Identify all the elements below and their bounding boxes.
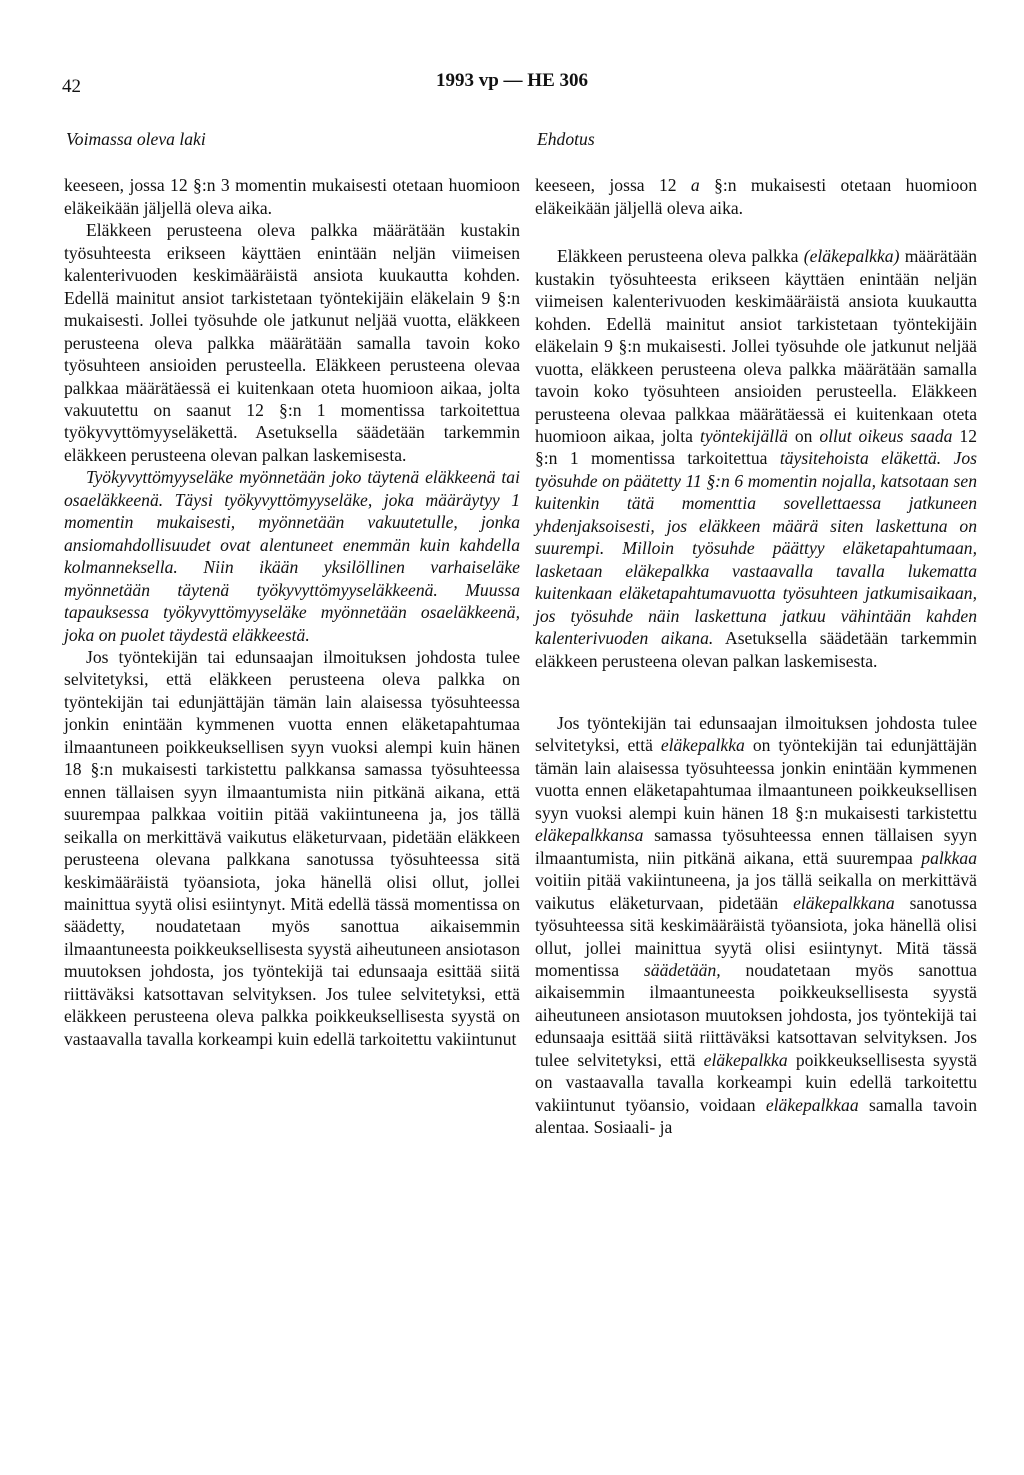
text: on työntekijän tai edunjättäjän tämän lain alaisessa työsuhteessa jonkin enintään kymmenen vuotta ennen eläketapahtumaa ilmaantuneen poikkeuksellisen syyn vuoksi alempi kuin hänen 18 §:n mukaisesti tarkistettu xyxy=(535,735,977,823)
left-column-current-law xyxy=(64,128,520,1050)
text: §:n mukaisesti otetaan huomioon eläkeikään jäljellä oleva aika. xyxy=(535,175,978,218)
text: noudatetaan myös sanottua aikaisemmin ilmaantuneesta poikkeuksellisesta syystä aiheutuneen ansiotason muutoksen johdosta, jos työntekijä tai edunsaaja esittää siitä riittäväksi katsottavan selvityksen. Jos tulee selvitetyksi, että xyxy=(535,959,977,1070)
paragraph: keeseen, jossa 12 §:n 3 momentin mukaisesti otetaan huomioon eläkeikään jäljellä oleva aika. xyxy=(64,175,520,218)
text: Asetuksella säädetään tarkemmin eläkkeen perusteena olevan palkan laskemisesta. xyxy=(535,628,977,671)
text: määrätään kustakin työsuhteesta erikseen käyttäen enintään neljän viimeisen kalenterivuoden keskimääräistä ansiota kuukautta kohden. Edellä mainitut ansiot tarkistetaan työntekijäin eläkelain 9 §:n mukaisesti. Jollei työsuhde ole jatkunut neljää vuotta, eläkkeen perusteena oleva palkka määrätään samalla tavoin koko työsuhteen ansioiden perusteella. Eläkkeen perusteena olevaa palkkaa määrätäessä ei kuitenkaan oteta huomioon aikaa, jolta xyxy=(535,246,977,446)
paragraph: Eläkkeen perusteena oleva palkka määrätään kustakin työsuhteesta erikseen käyttäen enintään neljän viimeisen kalenterivuoden keskimääräistä ansiota kuukautta kohden. Edellä mainitut ansiot tarkistetaan työntekijäin eläkelain 9 §:n mukaisesti. Jollei työsuhde ole jatkunut neljää vuotta, eläkkeen perusteena oleva palkka määrätään samalla tavoin koko työsuhteen ansioiden perusteella. Eläkkeen perusteena olevaa palkkaa määrätäessä ei kuitenkaan oteta huomioon aikaa, jolta vakuutettu on saanut 12 §:n 1 momentissa tarkoitettua työkyvyttömyyseläkettä. Asetuksella säädetään tarkemmin eläkkeen perusteena olevan palkan laskemisesta. xyxy=(64,220,520,465)
text: keeseen, jossa 12 xyxy=(535,175,677,196)
italic-text: eläkepalkka xyxy=(660,735,745,756)
paragraph-italic xyxy=(64,466,520,646)
italic-text: palkkaa xyxy=(921,847,977,868)
page-number: 42 xyxy=(62,76,81,97)
paragraph xyxy=(535,174,977,219)
italic-text: säädetään, xyxy=(643,959,721,980)
text: on xyxy=(794,425,813,446)
text: 12 §:n 1 momentissa tarkoitettua xyxy=(535,425,977,469)
text: sanotussa työsuhteessa sitä keskimääräistä työansiota, joka hänellä olisi ollut, jollei mainittua syytä olisi esiintynyt. Mitä tässä momentissa xyxy=(535,892,978,980)
paragraph: Jos työntekijän tai edunsaajan ilmoituksen johdosta tulee selvitetyksi, että eläkkeen perusteena oleva palkka on työntekijän tai edunjättäjän tämän lain alaisessa työsuhteessa jonkin enintään kymmenen vuotta ennen eläketapahtumaa ilmaantuneen poikkeuksellisen syyn vuoksi alempi kuin hänen 18 §:n mukaisesti tarkistettu palkkansa samassa työsuhteessa ennen tällaisen syyn ilmaantumista niin pitkänä aikana, että suurempaa palkkaa voitiin pitää vakiintuneena ja, jos tällä seikalla on merkittävä vaikutus eläketurvaan, pidetään eläkkeen perusteena olevana palkkana sanotussa työsuhteessa sitä keskimääräistä työansiota, joka hänellä olisi ollut, jollei mainittua syytä olisi esiintynyt. Mitä edellä tässä momentissa on säädetty, noudatetaan myös sanottua aikaisemmin ilmaantuneesta poikkeuksellisesta syystä aiheutuneen ansiotason muutoksen johdosta, jos työntekijä tai edunsaaja esittää siitä riittäväksi katsottavan selvityksen. Jos tulee selvitetyksi, että eläkkeen perusteena oleva palkka poikkeuksellisesta syystä on vastaavalla tavalla korkeampi kuin edellä tarkoitettu vakiintunut xyxy=(64,646,520,1049)
paragraph xyxy=(535,245,977,672)
italic-text: (eläkepalkka) xyxy=(803,246,900,267)
italic-text: eläkepalkka xyxy=(703,1049,788,1070)
italic-text: työntekijällä xyxy=(699,425,788,446)
italic-text: Työkyvyttömyyseläke myönnetään joko täytenä eläkkeenä tai osaeläkkeenä. Täysi työkyvyttömyyseläke, joka määräytyy 1 momentin mukaisesti, myönnetään vakuutetulle, jonka ansiomahdollisuudet ovat alentuneet enemmän kuin kahdella kolmanneksella. Niin ikään yksilöllinen varhaiseläke myönnetään täytenä työkyvyttömyyseläkkeenä. Muussa tapauksessa työkyvyttömyyseläke myönnetään osaeläkkeenä, joka on puolet täydestä eläkkeestä. xyxy=(64,467,520,645)
text: voitiin pitää vakiintuneena, ja jos tällä seikalla on merkittävä vaikutus eläketurvaan, pidetään xyxy=(535,870,977,913)
text: poikkeuksellisesta syystä on vastaavalla tavalla korkeampi kuin edellä tarkoitettu vakiintunut työansio, voidaan xyxy=(535,1049,977,1115)
document-title: 1993 vp — HE 306 xyxy=(435,70,589,91)
italic-text: a xyxy=(690,175,700,196)
text: samalla tavoin alentaa. Sosiaali- ja xyxy=(535,1094,977,1138)
column-heading-current-law: Voimassa oleva laki xyxy=(66,129,206,149)
text: Jos työntekijän tai edunsaajan ilmoituksen johdosta tulee selvitetyksi, että xyxy=(535,712,977,756)
text: Eläkkeen perusteena oleva palkka xyxy=(557,246,799,267)
right-column-proposal xyxy=(535,128,977,1139)
paragraph xyxy=(535,712,977,1139)
italic-text: eläkepalkkaa xyxy=(765,1094,859,1115)
italic-text: täysitehoista eläkettä. Jos työsuhde on päätetty 11 §:n 6 momentin nojalla, katsotaan sen kuitenkin tätä momenttia sovellettaessa jatkuneen yhdenjaksoisesti, jos eläkkeen määrä siten laskettuna on suurempi. Milloin työsuhde päättyy eläketapahtumaan, lasketaan eläkepalkka vastaavalla tavalla lukematta kuitenkaan eläketapahtumavuotta työsuhteen jatkumisaikaan, jos työsuhde näin laskettuna jatkuu vähintään kahden kalenterivuoden aikana. xyxy=(535,448,977,649)
text: samassa työsuhteessa ennen tällaisen syyn ilmaantumista, niin pitkänä aikana, että suurempaa xyxy=(535,825,977,868)
italic-text: eläkepalkkana xyxy=(793,892,895,913)
italic-text: ollut oikeus saada xyxy=(819,425,953,446)
column-heading-proposal: Ehdotus xyxy=(537,129,595,149)
italic-text: eläkepalkkansa xyxy=(535,825,644,846)
